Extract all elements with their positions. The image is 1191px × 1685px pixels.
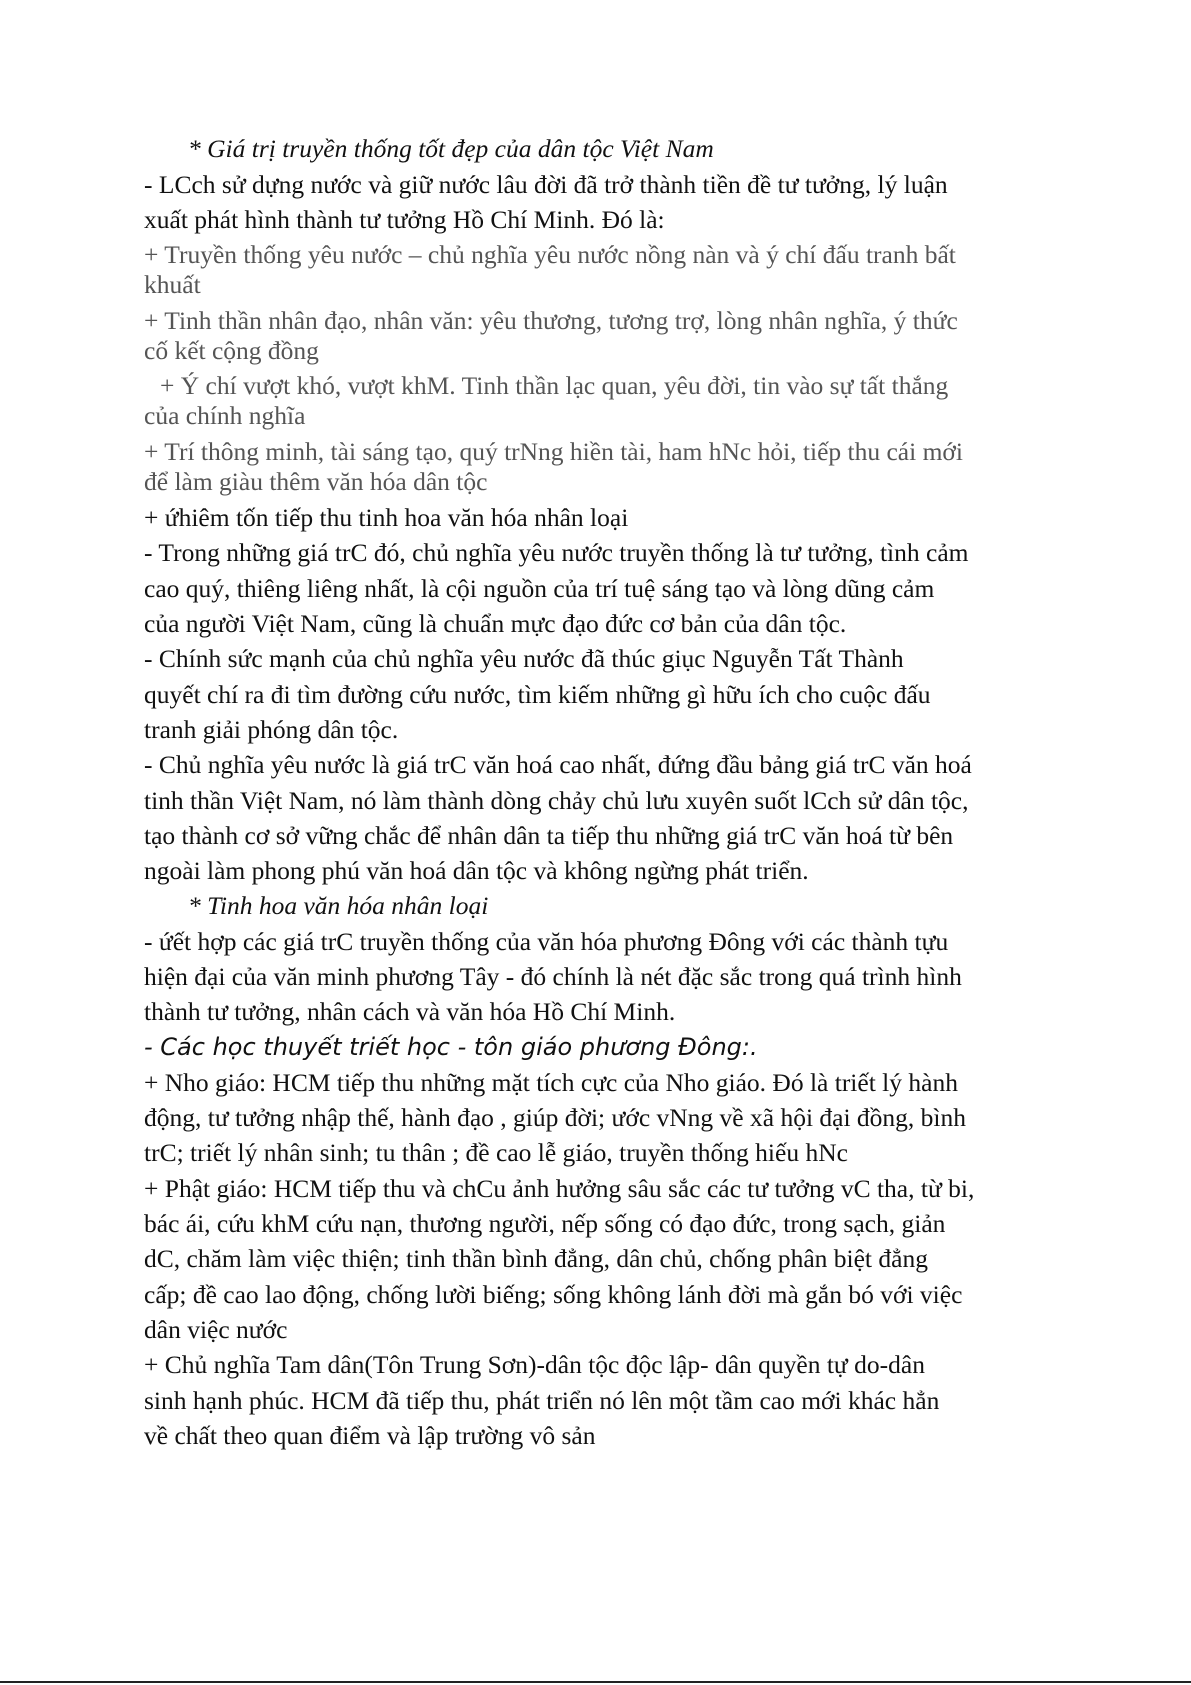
text-line: thành tư tưởng, nhân cách và văn hóa Hồ Chí Minh. bbox=[144, 997, 676, 1026]
text-line: + Tinh thần nhân đạo, nhân văn: yêu thương, tương trợ, lòng nhân nghĩa, ý thức bbox=[144, 306, 958, 335]
text-line: - ứết hợp các giá trC truyền thống của văn hóa phương Đông với các thành tựu bbox=[144, 927, 949, 956]
text-line: + Truyền thống yêu nước – chủ nghĩa yêu nước nồng nàn và ý chí đấu tranh bất bbox=[144, 240, 956, 269]
text-line: động, tư tưởng nhập thế, hành đạo , giúp đời; ước vNng về xã hội đại đồng, bình bbox=[144, 1103, 967, 1132]
text-line: - Trong những giá trC đó, chủ nghĩa yêu nước truyền thống là tư tưởng, tình cảm bbox=[144, 538, 969, 567]
text-line: để làm giàu thêm văn hóa dân tộc bbox=[144, 467, 488, 496]
text-line: - Chủ nghĩa yêu nước là giá trC văn hoá cao nhất, đứng đầu bảng giá trC văn hoá bbox=[144, 750, 972, 779]
text-line: + Trí thông minh, tài sáng tạo, quý trNng hiền tài, ham hNc hỏi, tiếp thu cái mới bbox=[144, 437, 963, 466]
text-line: + Nho giáo: HCM tiếp thu những mặt tích cực của Nho giáo. Đó là triết lý hành bbox=[144, 1068, 958, 1097]
text-line: hiện đại của văn minh phương Tây - đó chính là nét đặc sắc trong quá trình hình bbox=[144, 962, 962, 991]
section-heading-world-culture: * Tinh hoa văn hóa nhân loại bbox=[188, 891, 489, 920]
text-line: + Phật giáo: HCM tiếp thu và chCu ảnh hưởng sâu sắc các tư tưởng vC tha, từ bi, bbox=[144, 1174, 975, 1203]
text-line: cố kết cộng đồng bbox=[144, 336, 319, 365]
text-line: cấp; đề cao lao động, chống lười biếng; sống không lánh đời mà gắn bó với việc bbox=[144, 1280, 963, 1309]
text-line: cao quý, thiêng liêng nhất, là cội nguồn của trí tuệ sáng tạo và lòng dũng cảm bbox=[144, 574, 935, 603]
text-line: - LCch sử dựng nước và giữ nước lâu đời đã trở thành tiền đề tư tưởng, lý luận bbox=[144, 170, 948, 199]
text-line: xuất phát hình thành tư tưởng Hồ Chí Minh. Đó là: bbox=[144, 205, 665, 234]
text-line: + ứhiêm tốn tiếp thu tinh hoa văn hóa nhân loại bbox=[144, 503, 629, 532]
text-line: ngoài làm phong phú văn hoá dân tộc và không ngừng phát triển. bbox=[144, 856, 809, 885]
text-line: dân việc nước bbox=[144, 1315, 288, 1344]
text-line: + Chủ nghĩa Tam dân(Tôn Trung Sơn)-dân tộc độc lập- dân quyền tự do-dân bbox=[144, 1350, 925, 1379]
subsection-heading-eastern-doctrines: - Các học thuyết triết học - tôn giáo phương Đông:. bbox=[144, 1033, 758, 1061]
text-line: dC, chăm làm việc thiện; tinh thần bình đẳng, dân chủ, chống phân biệt đẳng bbox=[144, 1244, 928, 1273]
text-line: tranh giải phóng dân tộc. bbox=[144, 715, 399, 744]
text-line: - Chính sức mạnh của chủ nghĩa yêu nước đã thúc giục Nguyễn Tất Thành bbox=[144, 644, 904, 673]
text-line: khuất bbox=[144, 270, 201, 299]
text-line: về chất theo quan điểm và lập trường vô sản bbox=[144, 1421, 596, 1450]
text-line: quyết chí ra đi tìm đường cứu nước, tìm kiếm những gì hữu ích cho cuộc đấu bbox=[144, 680, 931, 709]
page-bottom-divider bbox=[0, 1681, 1191, 1683]
text-line: tạo thành cơ sở vững chắc để nhân dân ta tiếp thu những giá trC văn hoá từ bên bbox=[144, 821, 954, 850]
text-line: tinh thần Việt Nam, nó làm thành dòng chảy chủ lưu xuyên suốt lCch sử dân tộc, bbox=[144, 786, 969, 815]
text-line: trC; triết lý nhân sinh; tu thân ; đề cao lễ giáo, truyền thống hiếu hNc bbox=[144, 1138, 848, 1167]
text-line: của chính nghĩa bbox=[144, 401, 306, 430]
section-heading-traditional-values: * Giá trị truyền thống tốt đẹp của dân tộc Việt Nam bbox=[188, 134, 714, 163]
text-line: + Ý chí vượt khó, vượt khM. Tinh thần lạc quan, yêu đời, tin vào sự tất thắng bbox=[160, 371, 949, 400]
text-line: sinh hạnh phúc. HCM đã tiếp thu, phát triển nó lên một tầm cao mới khác hẳn bbox=[144, 1386, 940, 1415]
text-line: của người Việt Nam, cũng là chuẩn mực đạo đức cơ bản của dân tộc. bbox=[144, 609, 847, 638]
text-line: bác ái, cứu khM cứu nạn, thương người, nếp sống có đạo đức, trong sạch, giản bbox=[144, 1209, 946, 1238]
